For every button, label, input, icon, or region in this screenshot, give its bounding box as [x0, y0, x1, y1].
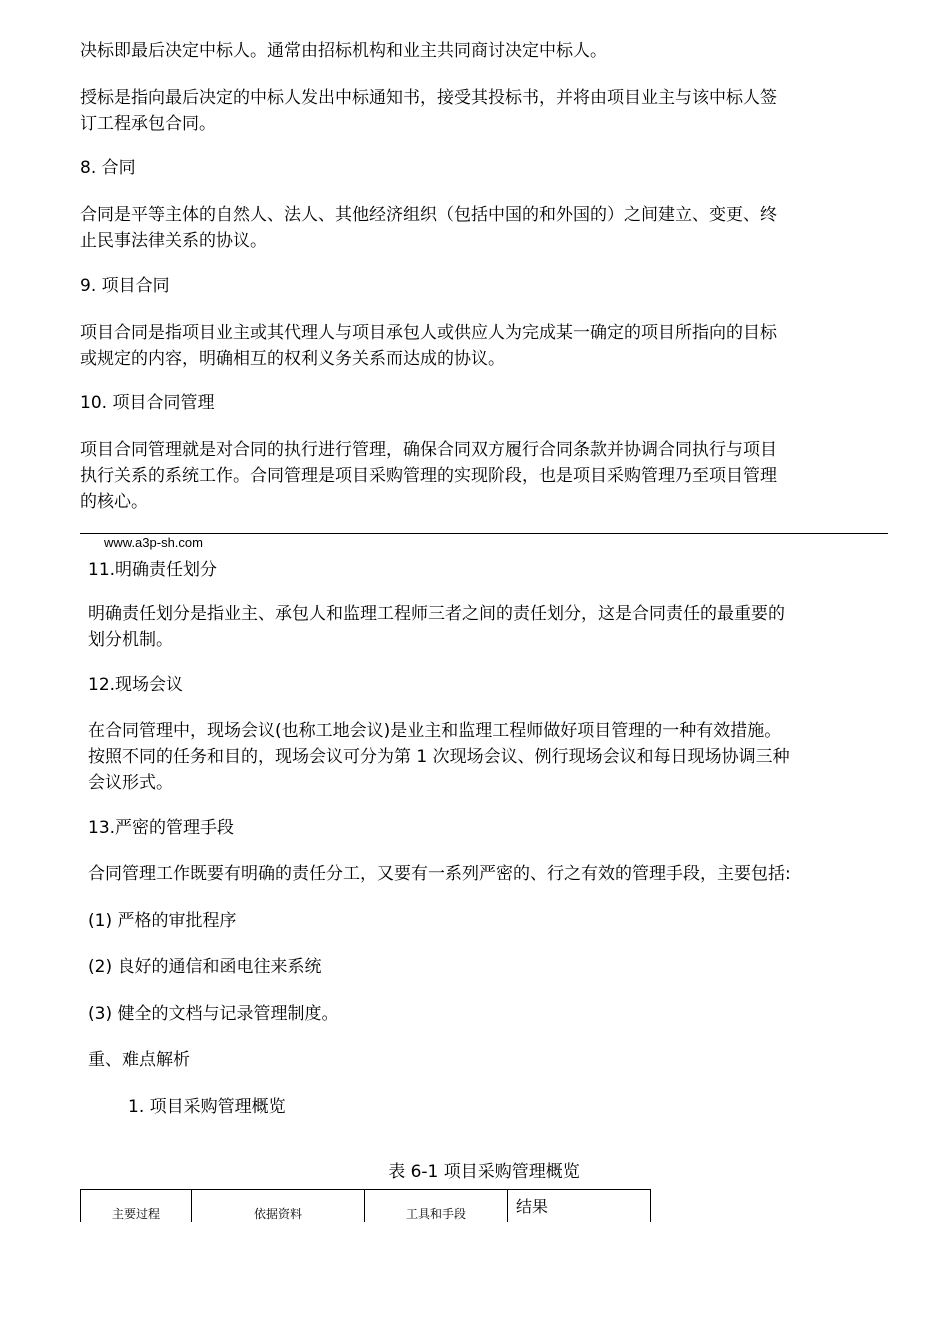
section-heading: 重、难点解析 [88, 1050, 190, 1070]
list-item-1: (1) 严格的审批程序 [88, 911, 237, 931]
paragraph-line: 止民事法律关系的协议。 [80, 231, 267, 251]
paragraph-line: 订工程承包合同。 [80, 114, 216, 134]
paragraph-management-means: 合同管理工作既要有明确的责任分工，又要有一系列严密的、行之有效的管理手段，主要包括: [88, 864, 791, 884]
paragraph-line: 项目合同是指项目业主或其代理人与项目承包人或供应人为完成某一确定的项目所指向的目标 [80, 323, 777, 343]
heading-13: 13.严密的管理手段 [88, 818, 235, 838]
procurement-overview-table [80, 1189, 651, 1222]
footer-url: www.a3p-sh.com [104, 535, 203, 550]
table-header-cell: 工具和手段 [365, 1190, 508, 1223]
paragraph-line: 项目合同管理就是对合同的执行进行管理，确保合同双方履行合同条款并协调合同执行与项目 [80, 440, 777, 460]
page-separator-line [80, 533, 888, 534]
heading-9: 9. 项目合同 [80, 276, 170, 296]
paragraph-line: 会议形式。 [88, 773, 173, 793]
paragraph-line: 授标是指向最后决定的中标人发出中标通知书，接受其投标书，并将由项目业主与该中标人签 [80, 88, 777, 108]
table-header-cell: 依据资料 [192, 1190, 365, 1223]
list-item-2: (2) 良好的通信和函电往来系统 [88, 957, 322, 977]
paragraph-line: 明确责任划分是指业主、承包人和监理工程师三者之间的责任划分，这是合同责任的最重要的 [88, 604, 785, 624]
paragraph-line: 的核心。 [80, 492, 148, 512]
paragraph-award-decision: 决标即最后决定中标人。通常由招标机构和业主共同商讨决定中标人。 [80, 41, 607, 61]
heading-12: 12.现场会议 [88, 675, 184, 695]
table-header-cell: 主要过程 [81, 1190, 192, 1223]
heading-10: 10. 项目合同管理 [80, 393, 215, 413]
list-item-3: (3) 健全的文档与记录管理制度。 [88, 1004, 339, 1024]
table-header-row [81, 1190, 651, 1223]
table-caption: 表 6-1 项目采购管理概览 [388, 1162, 580, 1182]
subsection-heading: 1. 项目采购管理概览 [128, 1097, 286, 1117]
paragraph-line: 按照不同的任务和目的，现场会议可分为第 1 次现场会议、例行现场会议和每日现场协调三种 [88, 747, 790, 767]
heading-11: 11.明确责任划分 [88, 560, 218, 580]
paragraph-line: 划分机制。 [88, 630, 173, 650]
paragraph-line: 执行关系的系统工作。合同管理是项目采购管理的实现阶段，也是项目采购管理乃至项目管理 [80, 466, 777, 486]
table-header-cell: 结果 [508, 1190, 651, 1223]
paragraph-line: 合同是平等主体的自然人、法人、其他经济组织（包括中国的和外国的）之间建立、变更、终 [80, 205, 777, 225]
heading-8: 8. 合同 [80, 158, 136, 178]
paragraph-line: 或规定的内容，明确相互的权利义务关系而达成的协议。 [80, 349, 505, 369]
paragraph-line: 在合同管理中，现场会议(也称工地会议)是业主和监理工程师做好项目管理的一种有效措施。 [88, 721, 782, 741]
